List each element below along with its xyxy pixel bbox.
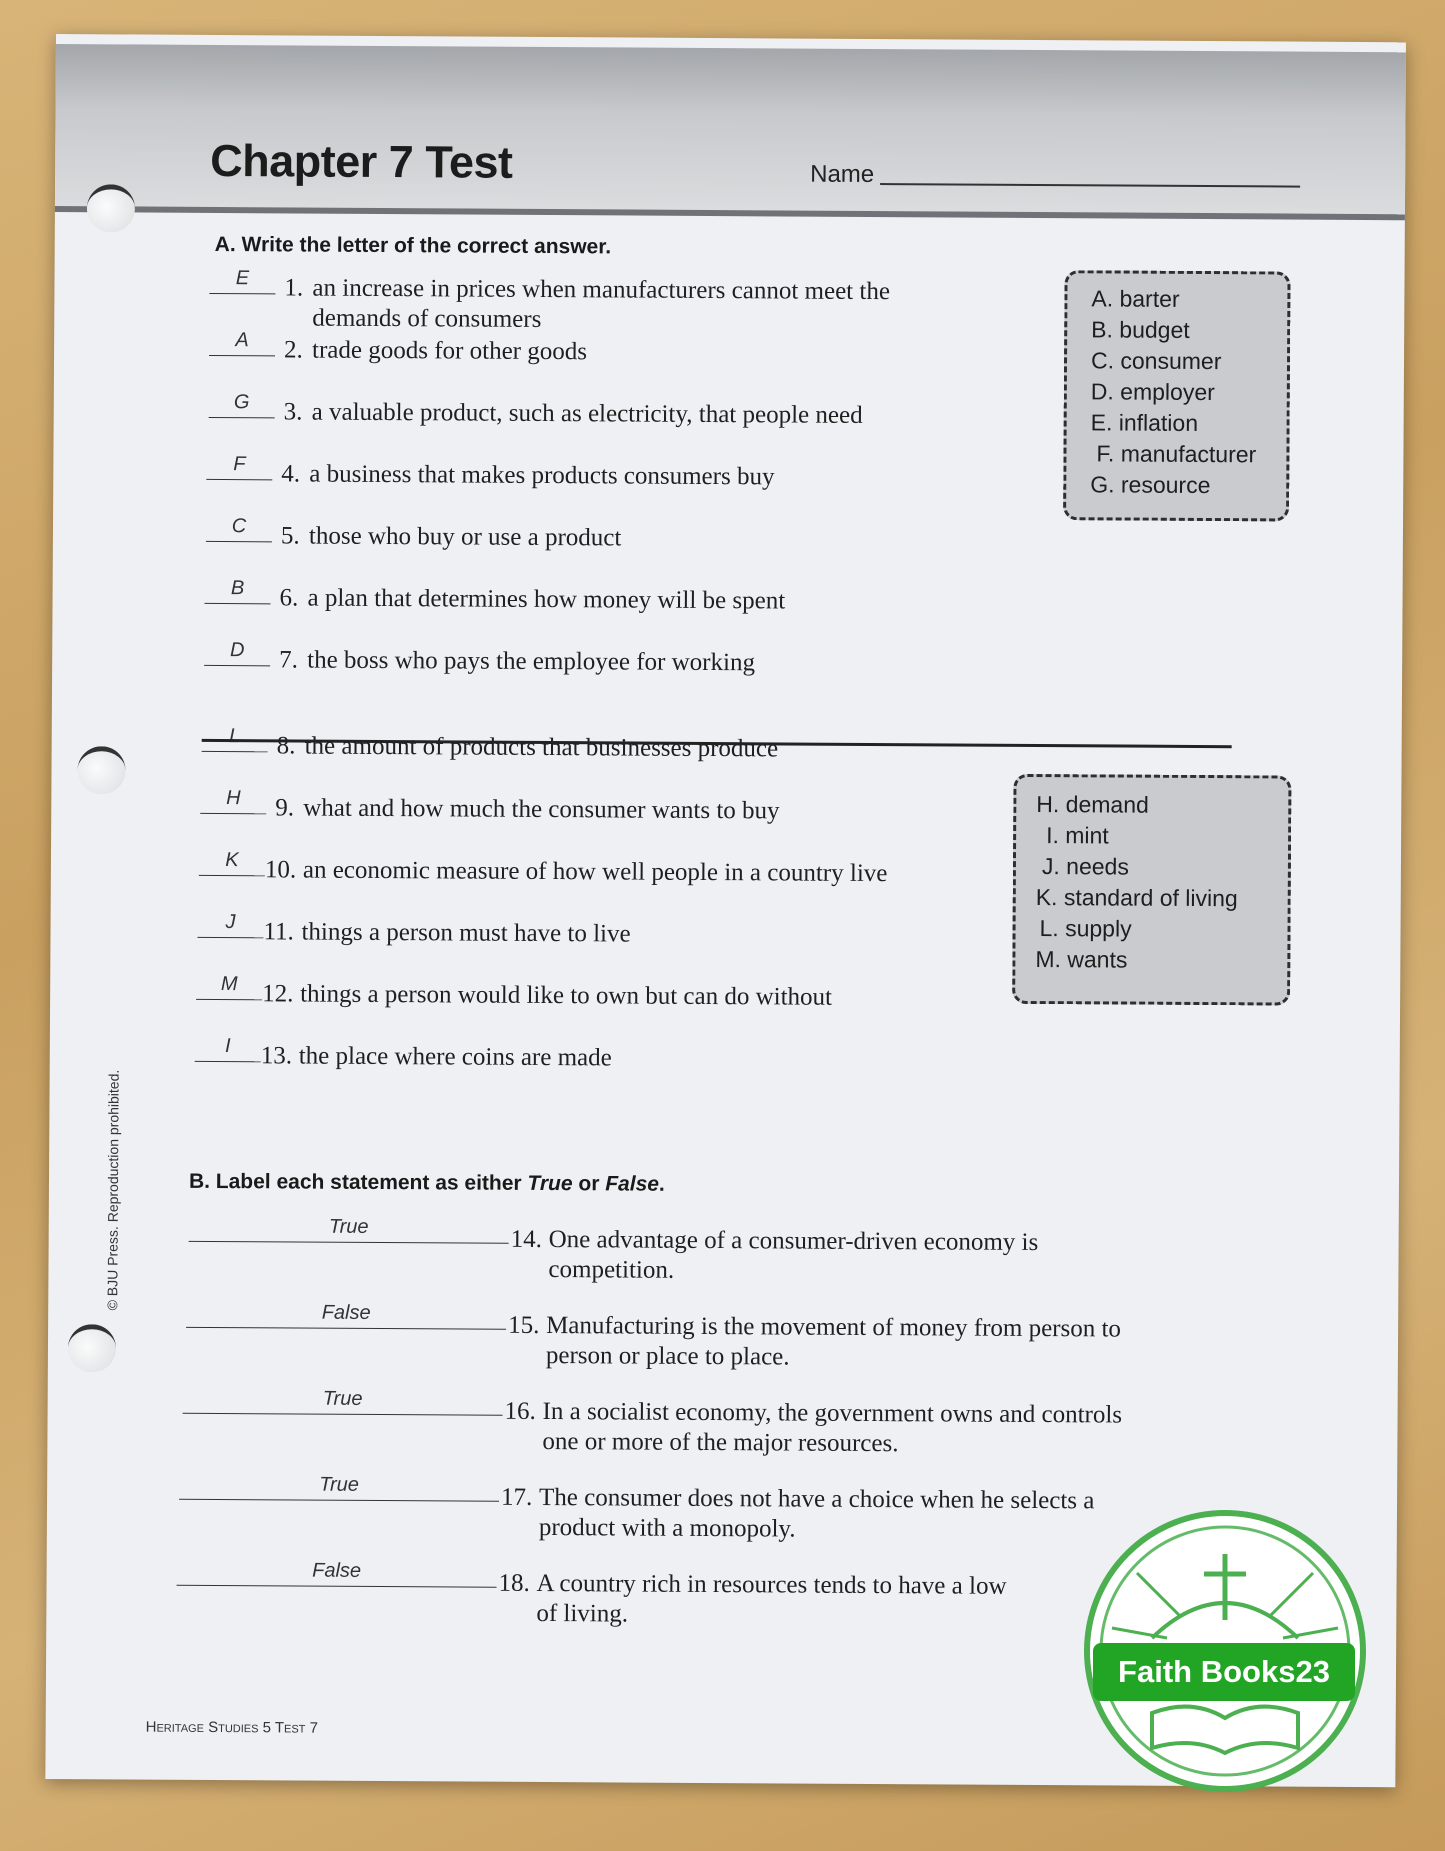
answer-blank[interactable]: A bbox=[209, 329, 275, 356]
section-b-heading-false: False bbox=[605, 1172, 660, 1196]
question-number: 18. bbox=[498, 1569, 530, 1597]
statement-text: The consumer does not have a choice when he selects a bbox=[538, 1483, 1095, 1515]
question-number: 3. bbox=[283, 398, 303, 426]
statement-text: Manufacturing is the movement of money from person to bbox=[546, 1312, 1122, 1343]
answer-blank[interactable]: B bbox=[205, 577, 271, 604]
question-text: trade goods for other goods bbox=[311, 336, 588, 366]
answer-bank-item: M. wants bbox=[1035, 946, 1128, 973]
question-number: 15. bbox=[508, 1311, 540, 1339]
question-text: the boss who pays the employee for working bbox=[307, 646, 756, 677]
question-number: 12. bbox=[262, 980, 294, 1008]
copyright-notice: © BJU Press. Reproduction prohibited. bbox=[104, 1069, 122, 1311]
answer-blank[interactable]: I bbox=[195, 1035, 261, 1062]
question-number: 11. bbox=[263, 918, 294, 946]
answer-bank-item: I. mint bbox=[1046, 822, 1109, 849]
page-title: Chapter 7 Test bbox=[210, 134, 513, 188]
section-b-heading-text: B. Label each statement as either bbox=[188, 1169, 528, 1195]
section-b-heading-end: . bbox=[658, 1172, 665, 1196]
watermark-label: Faith Books23 bbox=[1093, 1643, 1355, 1701]
answer-bank-item: K. standard of living bbox=[1035, 884, 1238, 912]
question-number: 17. bbox=[500, 1483, 533, 1511]
answer-bank-item: H. demand bbox=[1036, 791, 1149, 818]
statement-text-continued: one or more of the major resources. bbox=[542, 1427, 899, 1458]
answer-bank-item: J. needs bbox=[1041, 853, 1129, 880]
question-number: 4. bbox=[281, 460, 301, 488]
answer-blank[interactable]: E bbox=[209, 267, 275, 294]
question-number: 16. bbox=[504, 1397, 536, 1425]
question-number: 6. bbox=[279, 584, 299, 612]
statement-text-continued: person or place to place. bbox=[545, 1342, 790, 1371]
statement-text: One advantage of a consumer-driven economy is bbox=[548, 1226, 1039, 1257]
question-text: an economic measure of how well people in a country live bbox=[302, 856, 888, 888]
answer-blank[interactable]: D bbox=[204, 639, 270, 666]
answer-bank-item: A. barter bbox=[1091, 285, 1180, 312]
question-text: what and how much the consumer wants to buy bbox=[303, 794, 780, 825]
statement-text-continued: of living. bbox=[536, 1599, 629, 1628]
section-b-heading-true: True bbox=[527, 1171, 573, 1196]
section-a-heading: A. Write the letter of the correct answer. bbox=[214, 232, 612, 259]
question-number: 5. bbox=[280, 522, 300, 550]
section-b-heading bbox=[189, 1170, 665, 1197]
question-text: a plan that determines how money will be spent bbox=[307, 584, 786, 615]
answer-bank-item: L. supply bbox=[1039, 915, 1132, 942]
answer-blank[interactable]: J bbox=[197, 911, 263, 938]
answer-blank[interactable]: F bbox=[206, 453, 272, 480]
question-number: 2. bbox=[283, 336, 303, 364]
statement-text: A country rich in resources tends to have a low bbox=[536, 1569, 1007, 1600]
question-number: 9. bbox=[275, 794, 295, 822]
question-number: 7. bbox=[279, 646, 299, 674]
answer-bank-item: B. budget bbox=[1091, 316, 1190, 343]
answer-bank-item: E. inflation bbox=[1090, 409, 1199, 436]
question-text: things a person must have to live bbox=[301, 918, 631, 948]
question-text: a valuable product, such as electricity, that people need bbox=[311, 398, 863, 429]
answer-bank-item: G. resource bbox=[1090, 471, 1211, 499]
name-line bbox=[880, 183, 1300, 188]
true-false-blank[interactable]: True bbox=[189, 1215, 509, 1244]
punch-hole bbox=[68, 1324, 116, 1372]
punch-hole bbox=[87, 184, 135, 232]
question-number: 1. bbox=[284, 274, 304, 302]
punch-hole bbox=[77, 746, 125, 794]
statement-text-continued: product with a monopoly. bbox=[538, 1513, 796, 1543]
question-text-continued: demands of consumers bbox=[312, 304, 542, 333]
answer-bank-item: C. consumer bbox=[1090, 347, 1222, 375]
answer-bank-item: F. manufacturer bbox=[1096, 440, 1257, 468]
answer-blank[interactable]: H bbox=[200, 787, 266, 814]
question-number: 13. bbox=[260, 1042, 293, 1070]
true-false-blank[interactable]: True bbox=[183, 1387, 503, 1416]
question-text: things a person would like to own but can do without bbox=[300, 980, 833, 1011]
page-reference: Heritage Studies 5 Test 7 bbox=[145, 1718, 319, 1737]
answer-blank[interactable]: G bbox=[209, 391, 275, 418]
question-number: 8. bbox=[276, 732, 296, 760]
answer-blank[interactable]: K bbox=[199, 849, 265, 876]
answer-bank-1 bbox=[1063, 270, 1291, 521]
statement-text-continued: competition. bbox=[548, 1256, 675, 1284]
page-header bbox=[55, 44, 1406, 220]
true-false-blank[interactable]: True bbox=[179, 1473, 499, 1502]
name-label: Name bbox=[810, 160, 875, 189]
question-number: 10. bbox=[264, 856, 297, 884]
question-text: an increase in prices when manufacturers cannot meet the bbox=[312, 274, 891, 306]
true-false-blank[interactable]: False bbox=[186, 1301, 506, 1330]
section-b-heading-or: or bbox=[572, 1172, 606, 1196]
answer-bank-item: D. employer bbox=[1090, 378, 1215, 406]
answer-blank[interactable]: C bbox=[206, 515, 272, 542]
true-false-blank[interactable]: False bbox=[177, 1559, 497, 1588]
question-text: the amount of products that businesses produce bbox=[304, 732, 779, 763]
statement-text: In a socialist economy, the government owns and controls bbox=[542, 1397, 1123, 1429]
answer-blank[interactable]: M bbox=[196, 973, 262, 1000]
question-text: the place where coins are made bbox=[298, 1042, 612, 1072]
question-number: 14. bbox=[510, 1225, 542, 1253]
answer-blank[interactable]: L bbox=[202, 725, 268, 752]
question-text: those who buy or use a product bbox=[308, 522, 622, 552]
question-text: a business that makes products consumers buy bbox=[309, 460, 775, 491]
answer-bank-2 bbox=[1012, 774, 1291, 1006]
